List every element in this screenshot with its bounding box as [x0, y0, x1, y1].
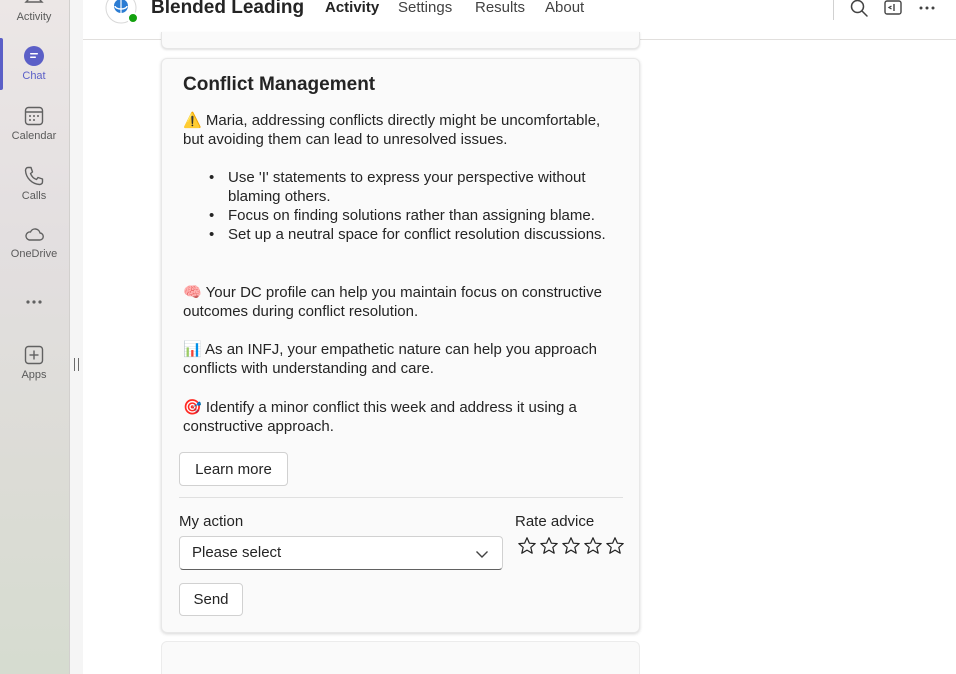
intro-text: Maria, addressing conflicts directly might be uncomfortable, but avoiding them can lead to unresolved issues.	[183, 112, 601, 148]
app-title: Blended Leading	[151, 0, 305, 18]
select-value: Please select	[192, 544, 282, 561]
my-action-select[interactable]	[179, 536, 503, 570]
rail-item-calls[interactable]	[0, 165, 68, 202]
dc-profile-text: Your DC profile can help you maintain focus on constructive outcomes during conflict resolution.	[183, 284, 602, 320]
popout-icon[interactable]	[883, 0, 903, 18]
tab-results[interactable]: Results	[475, 0, 526, 16]
plus-square-icon	[23, 344, 45, 366]
previous-card	[161, 32, 640, 49]
goal-paragraph	[183, 398, 623, 436]
rail-item-chat[interactable]	[0, 45, 68, 82]
rail-label-apps: Apps	[21, 369, 47, 381]
list-item: • Use 'I' statements to express your perspective without blaming others.	[207, 168, 627, 206]
chat-icon	[23, 45, 45, 67]
my-action-label: My action	[179, 513, 244, 530]
advice-bullets	[207, 168, 627, 244]
cloud-icon	[23, 223, 45, 245]
target-icon: 🎯	[183, 398, 202, 416]
intro-paragraph	[183, 111, 623, 149]
star-icon-5[interactable]	[605, 536, 625, 556]
warning-icon: ⚠️	[183, 111, 202, 129]
rail-item-onedrive[interactable]	[0, 223, 68, 260]
rail-item-calendar[interactable]	[0, 105, 68, 142]
dc-profile-paragraph	[183, 283, 623, 321]
star-icon-4[interactable]	[583, 536, 603, 556]
next-card	[161, 641, 640, 674]
card-divider	[179, 497, 623, 498]
star-icon-2[interactable]	[539, 536, 559, 556]
goal-text: Identify a minor conflict this week and address it using a constructive approach.	[183, 399, 577, 435]
resize-handle[interactable]	[74, 358, 79, 371]
rating-stars	[517, 536, 625, 558]
calendar-icon	[23, 105, 45, 127]
more-options-icon[interactable]	[917, 0, 937, 18]
rail-label-chat: Chat	[22, 70, 46, 82]
rate-advice-label: Rate advice	[515, 513, 595, 530]
star-icon-1[interactable]	[517, 536, 537, 556]
app-rail	[0, 0, 70, 674]
rail-label-onedrive: OneDrive	[10, 248, 58, 260]
star-icon-3[interactable]	[561, 536, 581, 556]
chart-icon: 📊	[183, 340, 202, 358]
advice-card	[161, 58, 640, 633]
rail-item-apps[interactable]	[0, 344, 68, 381]
rail-item-more[interactable]	[0, 291, 68, 316]
send-button[interactable]: Send	[179, 583, 243, 616]
search-icon[interactable]	[849, 0, 869, 18]
pane-splitter	[70, 0, 83, 674]
infj-text: As an INFJ, your empathetic nature can help you approach conflicts with understanding and care.	[183, 341, 597, 377]
conversation-pane	[83, 40, 956, 674]
rail-label-calls: Calls	[21, 190, 47, 202]
list-item: • Set up a neutral space for conflict resolution discussions.	[207, 225, 627, 244]
presence-badge	[127, 12, 139, 24]
card-title: Conflict Management	[183, 74, 376, 95]
brain-icon: 🧠	[183, 283, 202, 301]
chevron-down-icon	[475, 547, 489, 561]
rail-item-activity[interactable]	[0, 0, 68, 23]
more-icon	[23, 291, 45, 313]
phone-icon	[23, 165, 45, 187]
tab-about[interactable]: About	[545, 0, 585, 16]
infj-paragraph	[183, 340, 623, 378]
list-item: • Focus on finding solutions rather than assigning blame.	[207, 206, 627, 225]
learn-more-button[interactable]: Learn more	[179, 452, 288, 486]
rail-label-activity: Activity	[16, 11, 52, 23]
tab-activity[interactable]: Activity	[325, 0, 380, 16]
header-divider	[833, 0, 834, 20]
bell-icon	[23, 0, 45, 8]
rail-label-calendar: Calendar	[11, 130, 57, 142]
tab-settings[interactable]: Settings	[398, 0, 453, 16]
